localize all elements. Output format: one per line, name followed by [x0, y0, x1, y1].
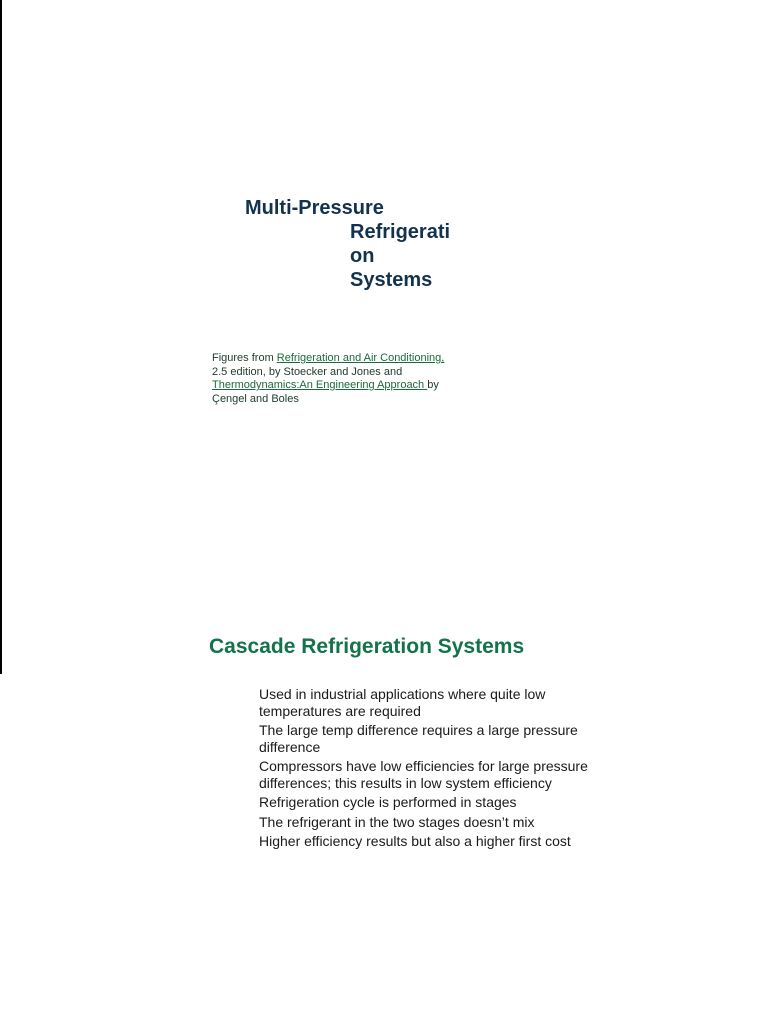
title-line-2: Refrigerati — [350, 221, 451, 243]
section-heading: Cascade Refrigeration Systems — [209, 635, 525, 658]
title-continuation — [350, 220, 450, 292]
title-line-3: on — [350, 245, 375, 267]
bullet-item: Higher efficiency results but also a higher first cost — [259, 833, 571, 849]
bullet-item: The large temp difference requires a large pressure difference — [259, 722, 578, 755]
book-link-thermodynamics[interactable]: Thermodynamics:An Engineering Approach — [212, 379, 428, 391]
slide-title — [245, 196, 450, 292]
title-line-4: Systems — [350, 269, 433, 291]
bullet-list — [259, 686, 619, 853]
bullet-item: The refrigerant in the two stages doesn’t mix — [259, 813, 535, 830]
figure-credits — [212, 352, 452, 406]
credits-middle: 2.5 edition, by Stoecker and Jones and — [212, 365, 403, 378]
title-line-1: Multi-Pressure — [245, 197, 384, 219]
credits-suffix: by Çengel and Boles — [212, 379, 439, 405]
credits-prefix: Figures from — [212, 352, 277, 364]
book-link-refrigeration[interactable]: Refrigeration and Air Conditioning, — [276, 352, 445, 364]
bullet-item: Refrigeration cycle is performed in stages — [259, 794, 517, 810]
bullet-item: Used in industrial applications where quite low temperatures are required — [259, 686, 546, 719]
page-edge-rule — [0, 0, 2, 674]
bullet-item: Compressors have low efficiencies for large pressure differences; this results in low system efficiency — [259, 758, 588, 791]
